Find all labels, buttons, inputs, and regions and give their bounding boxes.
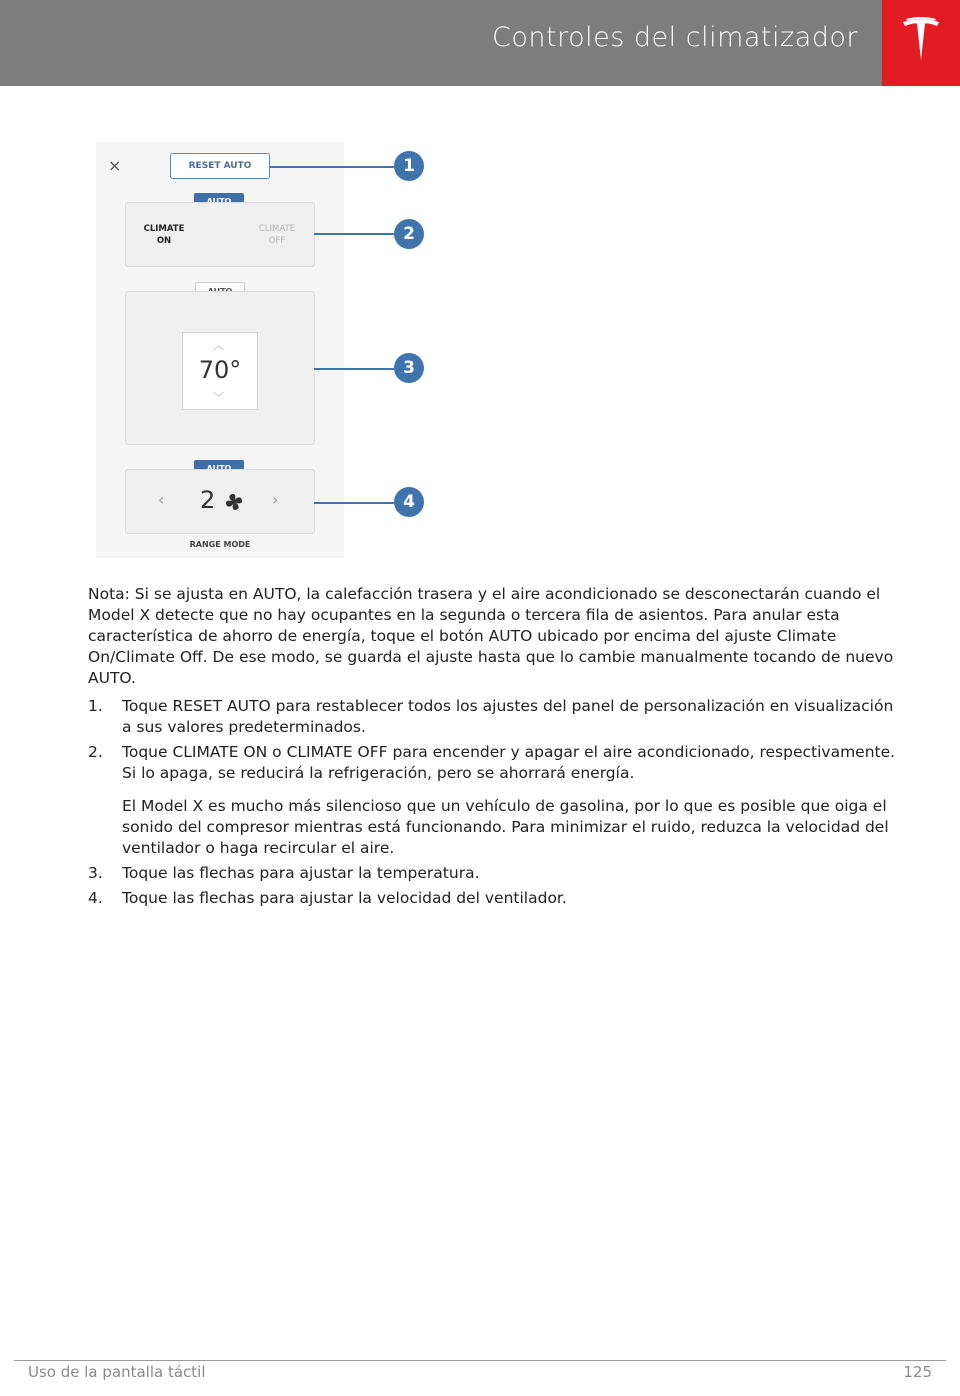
note-paragraph: Nota: Si se ajusta en AUTO, la calefacción trasera y el aire acondicionado se desconectarán cuando el Model X detecte que no hay ocupantes en la segunda o tercera fila de asientos. Para anular esta característica de ahorro de energía, toque el botón AUTO ubicado por encima del ajuste Climate On/Climate Off. De ese modo, se guarda el ajuste hasta que lo cambie manualmente tocando de nuevo AUTO. — [88, 585, 894, 687]
step-text: Toque RESET AUTO para restablecer todos los ajustes del panel de personalización en visualización a sus valores predeterminados. — [122, 697, 894, 736]
callout-line-4 — [314, 502, 394, 504]
fan-speed-value: 2 — [200, 486, 216, 514]
list-item — [88, 863, 900, 884]
callout-line-3 — [314, 368, 394, 370]
callout-badge-3: 3 — [394, 353, 424, 383]
footer-section-title: Uso de la pantalla táctil — [28, 1363, 206, 1381]
step-number: 4. — [88, 889, 103, 907]
step-number: 2. — [88, 743, 103, 761]
climate-toggle-panel — [125, 202, 315, 267]
page-header — [0, 0, 960, 86]
step-extra-text: El Model X es mucho más silencioso que un vehículo de gasolina, por lo que es posible que oiga el sonido del compresor mientras está funcionando. Para minimizar el ruido, reduzca la velocidad del ventilador o haga recircular el aire. — [122, 797, 889, 857]
step-text: Toque las flechas para ajustar la velocidad del ventilador. — [122, 889, 567, 907]
step-number: 1. — [88, 697, 103, 715]
page-number: 125 — [903, 1363, 932, 1381]
temperature-control — [182, 332, 258, 410]
climate-off-option: CLIMATE OFF — [258, 224, 296, 246]
list-item — [88, 696, 900, 738]
step-number: 3. — [88, 864, 103, 882]
chevron-down-icon: ﹀ — [213, 391, 224, 404]
callout-line-2 — [314, 233, 394, 235]
chevron-left-icon: ‹ — [158, 490, 165, 509]
list-item — [88, 888, 900, 909]
list-item — [88, 742, 900, 859]
chevron-up-icon: ︿ — [213, 339, 224, 352]
step-text: Toque las flechas para ajustar la temperatura. — [122, 864, 480, 882]
callout-badge-2: 2 — [394, 219, 424, 249]
step-text: Toque CLIMATE ON o CLIMATE OFF para encender y apagar el aire acondicionado, respectivamente. Si lo apaga, se reducirá la refrigeración, pero se ahorrará energía. — [122, 743, 896, 782]
callout-line-1 — [270, 166, 394, 168]
temperature-panel — [125, 291, 315, 445]
callout-badge-4: 4 — [394, 487, 424, 517]
steps-list — [88, 696, 900, 913]
tesla-logo-icon — [901, 16, 941, 66]
climate-on-option: CLIMATE ON — [143, 224, 185, 246]
callout-badge-1: 1 — [394, 151, 424, 181]
page-title: Controles del climatizador — [492, 22, 858, 53]
range-mode-label: RANGE MODE — [189, 540, 251, 549]
close-icon: × — [108, 156, 122, 175]
reset-auto-button: RESET AUTO — [170, 153, 270, 179]
climate-panel-figure — [96, 142, 344, 558]
chevron-right-icon: › — [272, 490, 279, 509]
temperature-value: 70° — [198, 356, 242, 384]
footer-divider — [14, 1360, 946, 1361]
brand-logo — [882, 0, 960, 86]
fan-panel — [125, 469, 315, 534]
fan-icon — [224, 492, 244, 512]
